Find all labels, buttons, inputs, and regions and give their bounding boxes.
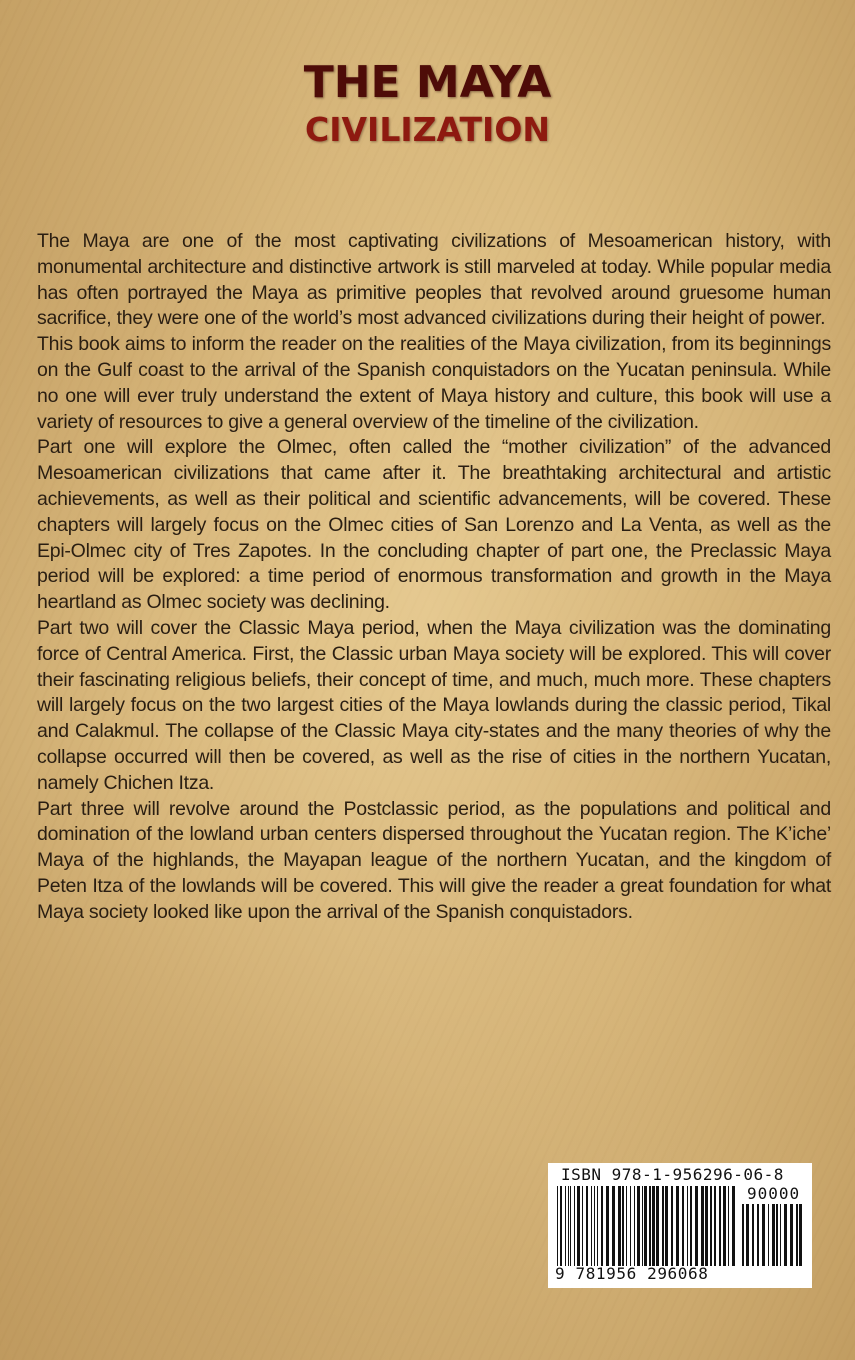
barcode-bar	[565, 1186, 566, 1266]
barcode-bar	[557, 1186, 558, 1266]
barcode-bar	[560, 1186, 562, 1266]
barcode-bar	[656, 1186, 659, 1266]
barcode-bar	[710, 1186, 712, 1266]
barcode-bar	[701, 1186, 704, 1266]
barcode-bar	[776, 1204, 778, 1266]
barcode-bar	[642, 1186, 643, 1266]
barcode-bar	[752, 1204, 754, 1266]
barcode-bar	[723, 1186, 726, 1266]
barcode-bar	[757, 1204, 759, 1266]
ean-barcode-graphic	[557, 1186, 739, 1266]
barcode-bar	[732, 1186, 735, 1266]
barcode-bar	[746, 1204, 749, 1266]
barcode-bar	[762, 1204, 765, 1266]
barcode-digits: 9 781956 296068	[555, 1264, 709, 1283]
barcode-bar	[714, 1186, 716, 1266]
barcode-bar	[671, 1186, 673, 1266]
blurb-paragraph: Part three will revolve around the Postclassic period, as the populations and political and domination of the lowland urban centers dispersed throughout the Yucatan region. The K’iche’ Maya of the highlands, the Mayapan league of the northern Yucatan, and the kingdom of Peten Itza of the lowlands will be covered. This will give the reader a great foundation for what Maya society looked like upon the arrival of the Spanish conquistadors.	[37, 797, 831, 923]
barcode-bar	[570, 1186, 571, 1266]
barcode-bar	[796, 1204, 798, 1266]
barcode-bar	[586, 1186, 588, 1266]
barcode-bar	[742, 1204, 744, 1266]
isbn-barcode-box	[548, 1163, 812, 1288]
barcode-bar	[630, 1186, 631, 1266]
barcode-bar	[634, 1186, 635, 1266]
barcode-bar	[594, 1186, 595, 1266]
blurb-paragraph: This book aims to inform the reader on the realities of the Maya civilization, from its beginnings on the Gulf coast to the arrival of the Spanish conquistadors on the Yucatan peninsula. While no one will ever truly understand the extent of Maya history and culture, this book will use a variety of resources to give a general overview of the timeline of the civilization.	[37, 333, 831, 433]
barcode-bar	[728, 1186, 729, 1266]
barcode-bar	[768, 1204, 769, 1266]
barcode-bar	[665, 1186, 668, 1266]
price-code: 90000	[747, 1184, 801, 1203]
barcode-bar	[582, 1186, 583, 1266]
addon-barcode-graphic	[742, 1204, 804, 1266]
barcode-bar	[784, 1204, 787, 1266]
blurb-paragraph: Part two will cover the Classic Maya period, when the Maya civilization was the dominating force of Central America. First, the Classic urban Maya society will be explored. This will cover their fascinating religious beliefs, their concept of time, and much, much more. These chapters will largely focus on the two largest cities of the Maya lowlands during the classic period, Tikal and Calakmul. The collapse of the Classic Maya city-states and the many theories of why the collapse occurred will then be covered, as well as the rise of cities in the northern Yucatan, namely Chichen Itza.	[37, 616, 831, 794]
barcode-bar	[612, 1186, 615, 1266]
barcode-bar	[644, 1186, 647, 1266]
barcode-bar	[597, 1186, 598, 1266]
barcode-bar	[790, 1204, 793, 1266]
barcode-bar	[626, 1186, 627, 1266]
book-title	[0, 56, 855, 150]
barcode-bar	[568, 1186, 569, 1266]
barcode-bar	[719, 1186, 721, 1266]
barcode-bar	[622, 1186, 624, 1266]
barcode-bar	[695, 1186, 698, 1266]
barcode-bar	[574, 1186, 575, 1266]
barcode-bar	[606, 1186, 609, 1266]
barcode-bar	[577, 1186, 580, 1266]
title-line-1: THE MAYA	[303, 57, 552, 108]
barcode-bar	[682, 1186, 684, 1266]
title-line-2: CIVILIZATION	[305, 110, 550, 149]
barcode-bar	[662, 1186, 664, 1266]
barcode-bar	[690, 1186, 692, 1266]
barcode-bar	[649, 1186, 651, 1266]
barcode-bar	[799, 1204, 802, 1266]
barcode-bar	[601, 1186, 603, 1266]
barcode-bar	[652, 1186, 655, 1266]
blurb-text	[37, 229, 831, 926]
barcode-bar	[772, 1204, 775, 1266]
barcode-bar	[687, 1186, 688, 1266]
barcode-bar	[705, 1186, 708, 1266]
barcode-bar	[618, 1186, 621, 1266]
barcode-bar	[676, 1186, 679, 1266]
barcode-bar	[637, 1186, 640, 1266]
barcode-bar	[780, 1204, 781, 1266]
isbn-label: ISBN 978-1-956296-06-8	[561, 1165, 784, 1184]
barcode-bar	[591, 1186, 592, 1266]
blurb-paragraph: The Maya are one of the most captivating civilizations of Mesoamerican history, with monumental architecture and distinctive artwork is still marveled at today. While popular media has often portrayed the Maya as primitive peoples that revolved around gruesome human sacrifice, they were one of the world’s most advanced civilizations during their height of power.	[37, 230, 831, 330]
blurb-paragraph: Part one will explore the Olmec, often called the “mother civilization” of the advanced Mesoamerican civilizations that came after it. The breathtaking architectural and artistic achievements, as well as their political and scientific advancements, will be covered. These chapters will largely focus on the Olmec cities of San Lorenzo and La Venta, as well as the Epi-Olmec city of Tres Zapotes. In the concluding chapter of part one, the Preclassic Maya period will be explored: a time period of enormous transformation and growth in the Maya heartland as Olmec society was declining.	[37, 436, 831, 614]
